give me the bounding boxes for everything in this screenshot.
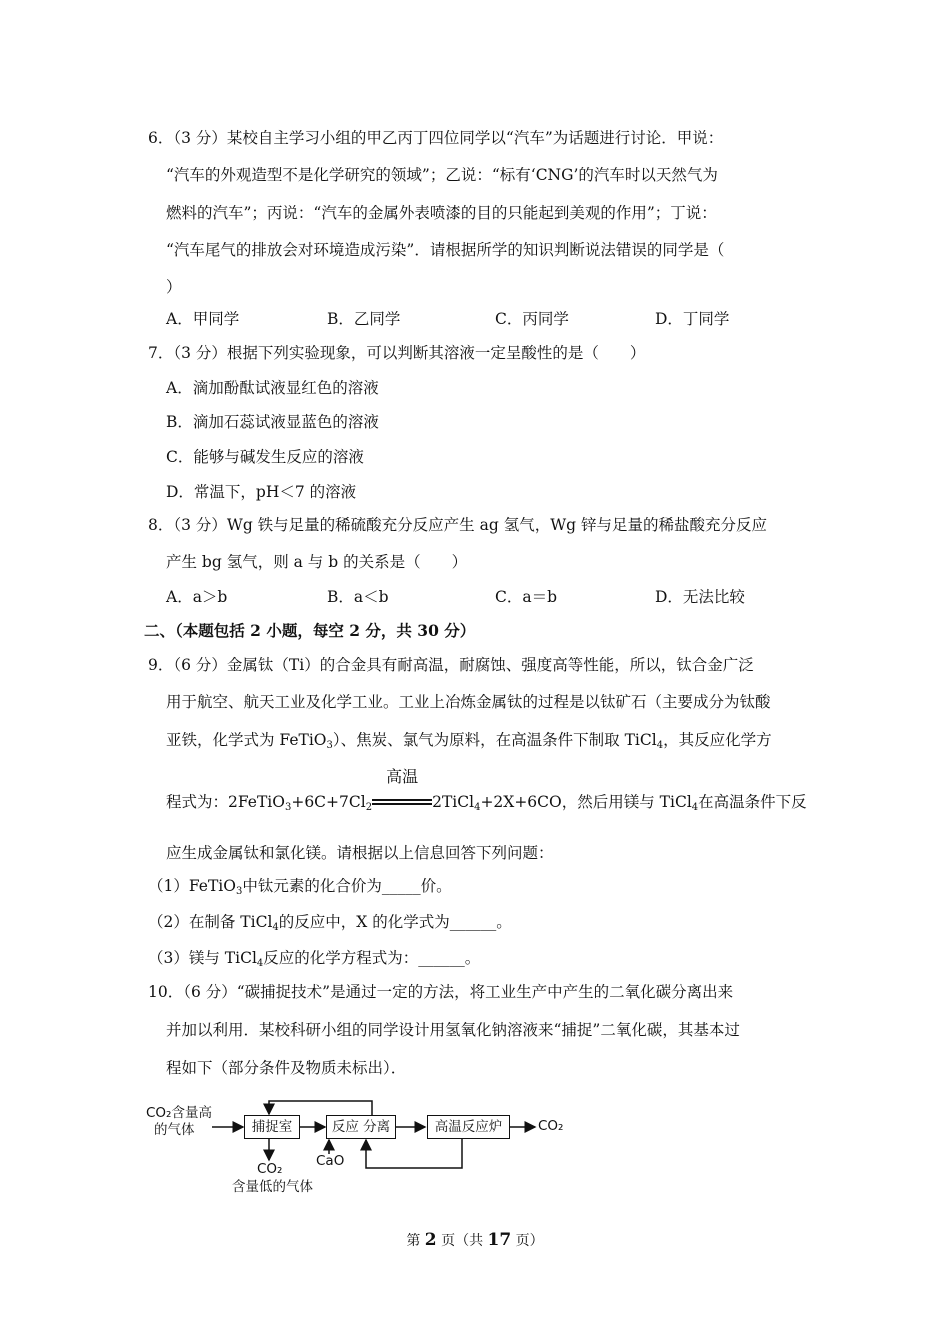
q6-option-b: B．乙同学 [327,310,401,328]
q8-option-a: A．a＞b [166,588,228,606]
input-gas-label-2: 的气体 [154,1122,195,1138]
reaction-condition-arrow [372,767,432,813]
q10-line1: 10．（6 分）“碳捕捉技术”是通过一定的方法，将工业生产中产生的二氧化碳分离出来 [148,983,734,1001]
q10-line2: 并加以利用．某校科研小组的同学设计用氢氧化钠溶液来“捕捉”二氧化碳，其基本过 [166,1021,740,1039]
reaction-separation-box: 反应 分离 [326,1115,396,1139]
q8-option-c: C．a＝b [495,588,558,606]
q9-part2: （2）在制备 TiCl$_4$的反应中，X 的化学式为______。 [148,913,512,933]
q9-part1: （1）FeTiO$_3$中钛元素的化合价为_____价。 [148,877,452,897]
q6-line4: “汽车尾气的排放会对环境造成污染”．请根据所学的知识判断说法错误的同学是（ [166,241,725,259]
q8-option-b: B．a＜b [327,588,389,606]
q9-part3: （3）镁与 TiCl$_4$反应的化学方程式为：______。 [148,949,481,969]
section-heading: 二、（本题包括 2 小题，每空 2 分，共 30 分） [144,621,476,640]
high-temp-furnace-box: 高温反应炉 [427,1115,510,1139]
q9-equation: 程式为：$2FeTiO_3+6C+7Cl_2$ 高温 2TiCl$_4$+2X+6CO，然后用镁与 TiCl$_4$在高温条件下反 [166,767,807,813]
capture-chamber-box: 捕捉室 [244,1115,300,1139]
q10-line3: 程如下（部分条件及物质未标出）． [166,1059,407,1077]
q7-line1: 7．（3 分）根据下列实验现象，可以判断其溶液一定呈酸性的是（ ） [148,344,646,362]
q7-option-c: C．能够与碱发生反应的溶液 [166,448,364,466]
q9-line2: 用于航空、航天工业及化学工业。工业上冶炼金属钛的过程是以钛矿石（主要成分为钛酸 [166,693,771,711]
q7-option-d: D．常温下，pH＜7 的溶液 [166,483,357,501]
page-footer: 第 2 页（共 17 页） [406,1230,544,1250]
q6-option-a: A．甲同学 [166,310,240,328]
q9-line3: 亚铁，化学式为 FeTiO$_3$）、焦炭、氯气为原料，在高温条件下制取 TiCl$_4$，其反应化学方 [166,731,772,751]
q8-line1: 8．（3 分）Wg 铁与足量的稀硫酸充分反应产生 ag 氢气，Wg 锌与足量的稀盐酸充分反应 [148,516,767,534]
q6-option-c: C．丙同学 [495,310,569,328]
q6-option-d: D．丁同学 [655,310,730,328]
cao-label: CaO [316,1153,345,1169]
output-co2-label: CO₂ [538,1118,564,1134]
input-gas-label-1: CO₂含量高 [146,1105,212,1121]
q7-option-a: A．滴加酚酞试液显红色的溶液 [166,379,379,397]
q6-line3: 燃料的汽车”；丙说：“汽车的金属外表喷漆的目的只能起到美观的作用”；丁说： [166,204,717,222]
q6-line5: ） [166,278,182,296]
carbon-capture-diagram [140,1098,580,1203]
q9-line5: 应生成金属钛和氯化镁。请根据以上信息回答下列问题： [166,844,554,862]
q8-line2: 产生 bg 氢气，则 a 与 b 的关系是（ ） [166,553,468,571]
q6-line2: “汽车的外观造型不是化学研究的领域”；乙说：“标有‘CNG’的汽车时以天然气为 [166,166,718,184]
q7-option-b: B．滴加石蕊试液显蓝色的溶液 [166,413,379,431]
arrow-feedback-top [269,1101,372,1115]
q9-line1: 9．（6 分）金属钛（Ti）的合金具有耐高温，耐腐蚀、强度高等性能，所以，钛合金广泛 [148,656,754,674]
reaction-condition: 高温 [386,767,419,786]
low-co2-label-2: 含量低的气体 [232,1179,313,1195]
low-co2-label-1: CO₂ [257,1161,283,1177]
arrow-feedback-bottom [366,1139,462,1168]
q6-line1: 6．（3 分）某校自主学习小组的甲乙丙丁四位同学以“汽车”为话题进行讨论．甲说： [148,129,724,147]
q8-option-d: D．无法比较 [655,588,745,606]
